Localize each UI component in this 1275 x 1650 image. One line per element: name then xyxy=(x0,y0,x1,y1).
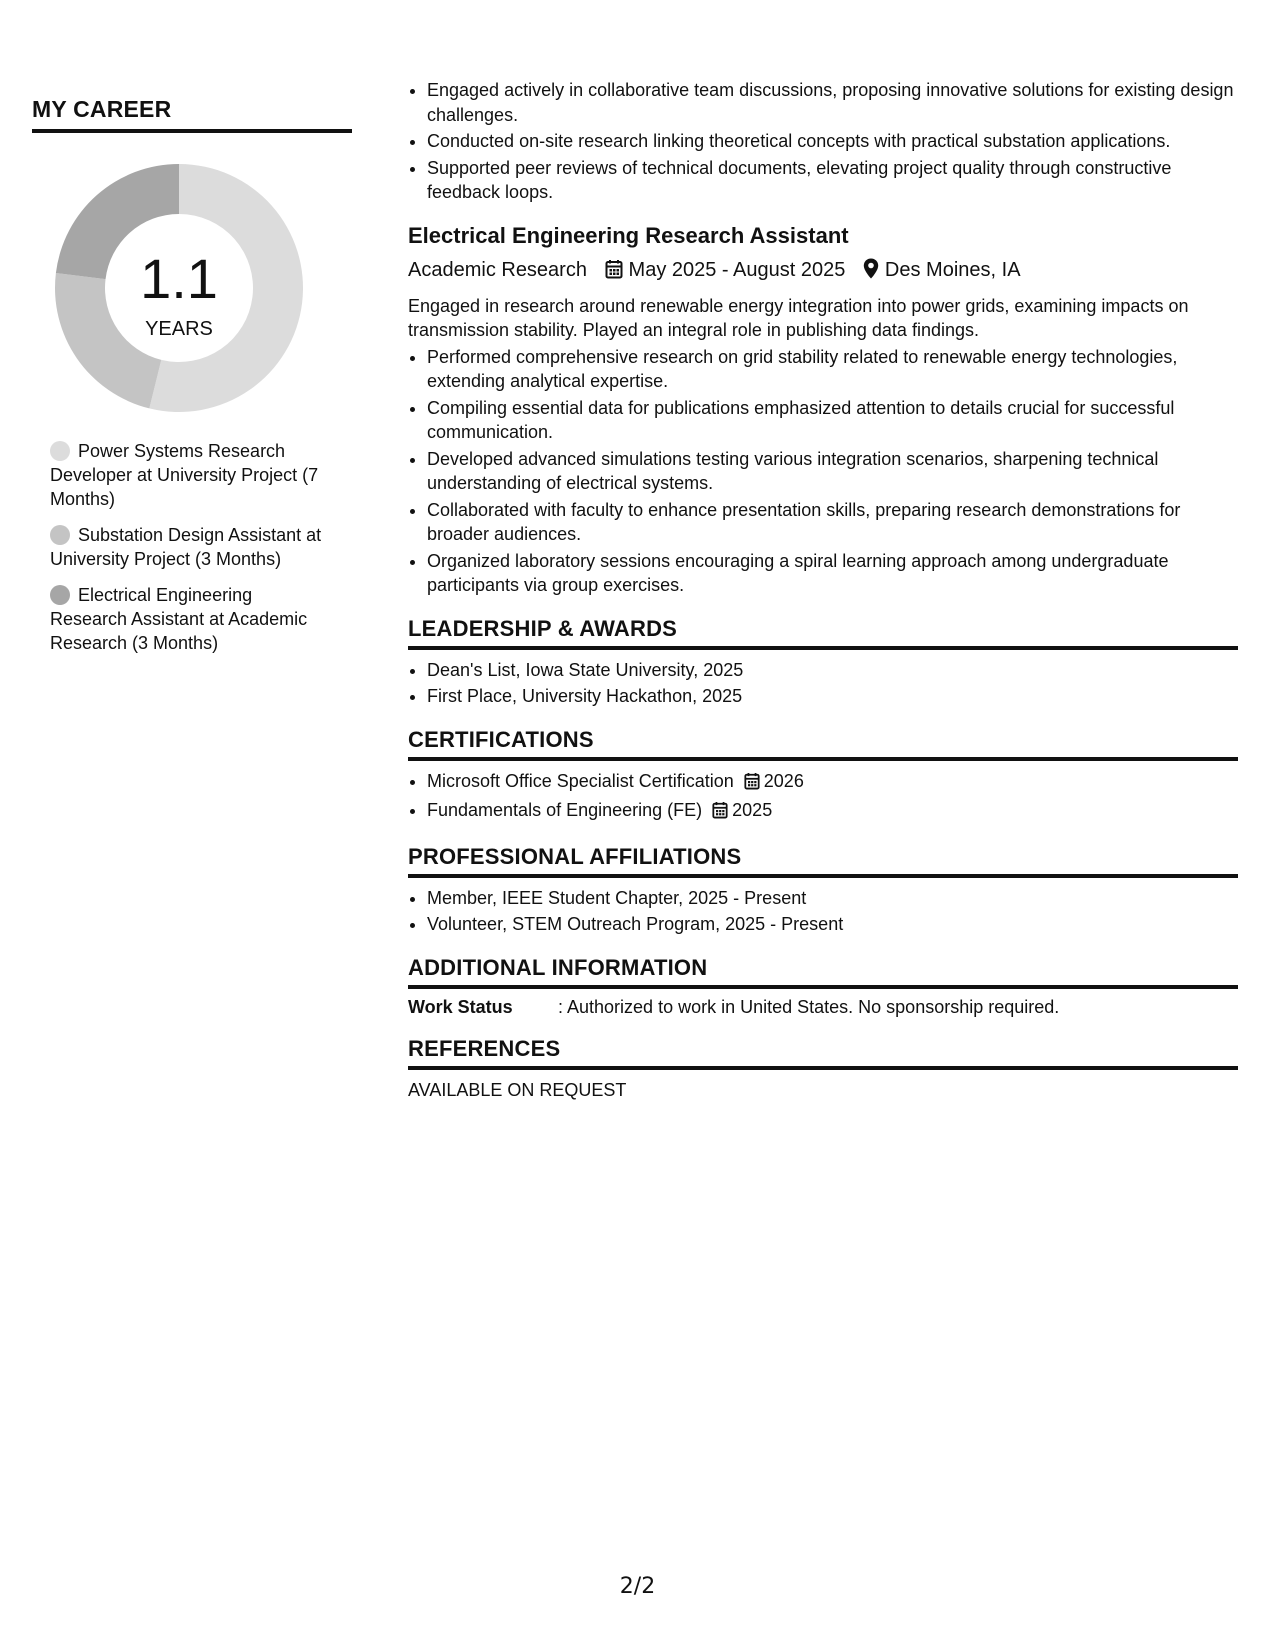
job-title: Electrical Engineering Research Assistant xyxy=(408,222,849,248)
legend-dot-icon xyxy=(50,585,70,605)
main-content xyxy=(408,78,1238,1101)
list-item: • Organized laboratory sessions encouraging a spiral learning approach among undergraduate participants via group exercises. xyxy=(427,549,1238,598)
section-title: CERTIFICATIONS xyxy=(408,727,1238,761)
list-item xyxy=(427,769,1238,797)
legend-item xyxy=(50,439,328,511)
section-title: ADDITIONAL INFORMATION xyxy=(408,955,1238,989)
cert-year: 2025 xyxy=(732,800,773,820)
job-dates: May 2025 - August 2025 xyxy=(628,258,846,281)
affiliations-list xyxy=(408,886,1238,937)
section-title: PROFESSIONAL AFFILIATIONS xyxy=(408,844,1238,878)
legend-dot-icon xyxy=(50,441,70,461)
list-item: • Developed advanced simulations testing various integration scenarios, sharpening technical understanding of electrical systems. xyxy=(427,447,1238,496)
references-section xyxy=(408,1036,1238,1101)
section-title: LEADERSHIP & AWARDS xyxy=(408,616,1238,650)
legend-item xyxy=(50,523,328,571)
legend-label: Substation Design Assistant at University Project (3 Months) xyxy=(50,525,322,569)
leadership-list xyxy=(408,658,1238,709)
list-item: • Collaborated with faculty to enhance presentation skills, preparing research demonstrations for broader audiences. xyxy=(427,498,1238,547)
work-status-row xyxy=(408,997,1238,1018)
cert-year: 2026 xyxy=(763,770,804,791)
section-title: REFERENCES xyxy=(408,1036,1238,1070)
list-item: • Engaged actively in collaborative team discussions, proposing innovative solutions for existing design challenges. xyxy=(427,78,1238,127)
legend-dot-icon xyxy=(50,525,70,545)
affiliations-section xyxy=(408,844,1238,937)
calendar-icon xyxy=(712,801,728,826)
references-text: AVAILABLE ON REQUEST xyxy=(408,1079,627,1100)
list-item: • First Place, University Hackathon, 2025 xyxy=(427,684,1238,709)
years-value: 1.1 xyxy=(140,247,218,310)
additional-section xyxy=(408,955,1238,1018)
list-item: • Dean's List, Iowa State University, 2025 xyxy=(427,658,1238,683)
list-item: • Supported peer reviews of technical documents, elevating project quality through constructive feedback loops. xyxy=(427,156,1238,205)
job-location: Des Moines, IA xyxy=(884,258,1021,281)
years-unit: YEARS xyxy=(145,318,213,340)
work-status-value: : Authorized to work in United States. No sponsorship required. xyxy=(558,996,1060,1017)
legend-label: Electrical Engineering Research Assistant at Academic Research (3 Months) xyxy=(50,585,308,653)
list-item: • Member, IEEE Student Chapter, 2025 - Present xyxy=(427,886,1238,911)
job-company: Academic Research xyxy=(408,258,587,281)
job-description: Engaged in research around renewable energy integration into power grids, examining impacts on transmission stability. Played an integral role in publishing data findings. xyxy=(408,295,1189,340)
career-title: MY CAREER xyxy=(32,96,352,133)
calendar-icon xyxy=(605,258,623,288)
leadership-section xyxy=(408,616,1238,709)
job-bullets xyxy=(408,345,1238,598)
list-item xyxy=(427,798,1238,826)
list-item: • Compiling essential data for publications emphasized attention to details crucial for successful communication. xyxy=(427,396,1238,445)
work-status-label: Work Status xyxy=(408,996,513,1017)
career-donut-chart xyxy=(54,163,304,413)
cert-name: Fundamentals of Engineering (FE) xyxy=(427,800,703,820)
legend-label: Power Systems Research Developer at University Project (7 Months) xyxy=(50,441,319,509)
career-sidebar xyxy=(32,96,352,667)
previous-job-bullets xyxy=(408,78,1238,205)
job-meta xyxy=(408,255,1238,288)
cert-name: Microsoft Office Specialist Certification xyxy=(427,770,734,791)
certifications-list xyxy=(408,769,1238,826)
career-legend xyxy=(50,439,328,655)
location-pin-icon xyxy=(863,258,879,288)
page-number: 2/2 xyxy=(619,1574,656,1599)
certifications-section xyxy=(408,727,1238,826)
list-item: • Performed comprehensive research on grid stability related to renewable energy technologies, extending analytical expertise. xyxy=(427,345,1238,394)
list-item: • Conducted on-site research linking theoretical concepts with practical substation applications. xyxy=(427,129,1238,154)
legend-item xyxy=(50,583,328,655)
list-item: • Volunteer, STEM Outreach Program, 2025 - Present xyxy=(427,912,1238,937)
calendar-icon xyxy=(744,772,760,797)
donut-center xyxy=(54,163,304,413)
